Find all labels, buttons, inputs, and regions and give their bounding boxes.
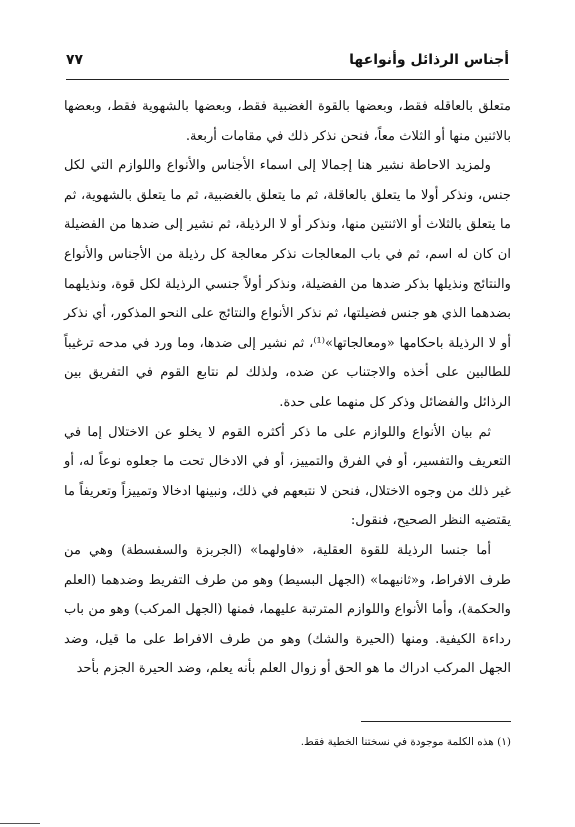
page-number: ٧٧ — [66, 52, 84, 68]
header-rule — [66, 79, 509, 80]
paragraph-2: ولمزيد الاحاطة نشير هنا إجمالا إلى اسماء الأجناس والأنواع واللوازم التي لكل جنس، ونذكر أولا ما يتعلق بالعاقلة، ثم ما يتعلق بالغضبية، ثم ما يتعلق بالشهوية، ثم ما يتعلق بالثلاث أو الاثنتين منها، ونذكر أو لا الرذيلة، ثم نشير إلى ضدها من الفضيلة ان كان له اسم، ثم في باب المعالجات نذكر معالجة كل رذيلة من الأجناس والأنواع والنتائج ونذيلها بذكر ضدها من الفضيلة، ونذكر أولاً جنسي الرذيلة لكل قوة، ونذيلهما بضدهما الذي هو جنس فضيلتها، ثم نذكر الأنواع والنتائج على النحو المذكور، أي نذكر أو لا الرذيلة باحكامها «ومعالجاتها»⁽¹⁾، ثم نشير إلى ضدها، وما ورد في مدحه ترغيباً للطالبين على أخذه والاجتناب عن ضده، ولذلك لم نتابع القوم في التفريق بين الرذائل والفضائل وذكر كل منهما على حدة. — [64, 158, 511, 410]
body-text — [64, 92, 511, 684]
footnote-rule — [361, 721, 511, 722]
footnote: (١) هذه الكلمة موجودة في نسختنا الخطية فقط. — [300, 736, 511, 748]
header-title: أجناس الرذائل وأنواعها — [349, 52, 509, 68]
paragraph-1: متعلق بالعاقله فقط، وبعضها بالقوة الغضبية فقط، وبعضها بالشهوية فقط، وبعضها بالاثنين منها أو الثلاث معاً، فنحن نذكر ذلك في مقامات أربعة. — [64, 99, 511, 144]
running-header — [66, 50, 509, 76]
paragraph-3: ثم بيان الأنواع واللوازم على ما ذكر أكثره القوم لا يخلو عن الاختلال إما في التعريف والتفسير، أو في الفرق والتمييز، أو في الادخال تحت ما جعلوه نوعاً له، أو غير ذلك من وجوه الاختلال، فنحن لا نتبعهم في ذلك، ونبينها ادخالا وتمييزاً وتعريفاً ما يقتضيه النظر الصحيح، فنقول: — [64, 424, 511, 529]
paragraph-4: أما جنسا الرذيلة للقوة العقلية، «فاولهما» (الجربزة والسفسطة) وهي من طرف الافراط، و«ثانيهما» (الجهل البسيط) وهو من طرف التفريط وضدهما (العلم والحكمة)، وأما الأنواع واللوازم المترتبة عليهما، فمنها (الجهل المركب) وهو من باب رداءة الكيفية. ومنها (الحيرة والشك) وهو من طرف الافراط على ما قيل، وضد الجهل المركب ادراك ما هو الحق أو زوال العلم بأنه يعلم، وضد الحيرة الجزم بأحد — [64, 542, 511, 677]
scan-edge-mark — [0, 823, 40, 824]
